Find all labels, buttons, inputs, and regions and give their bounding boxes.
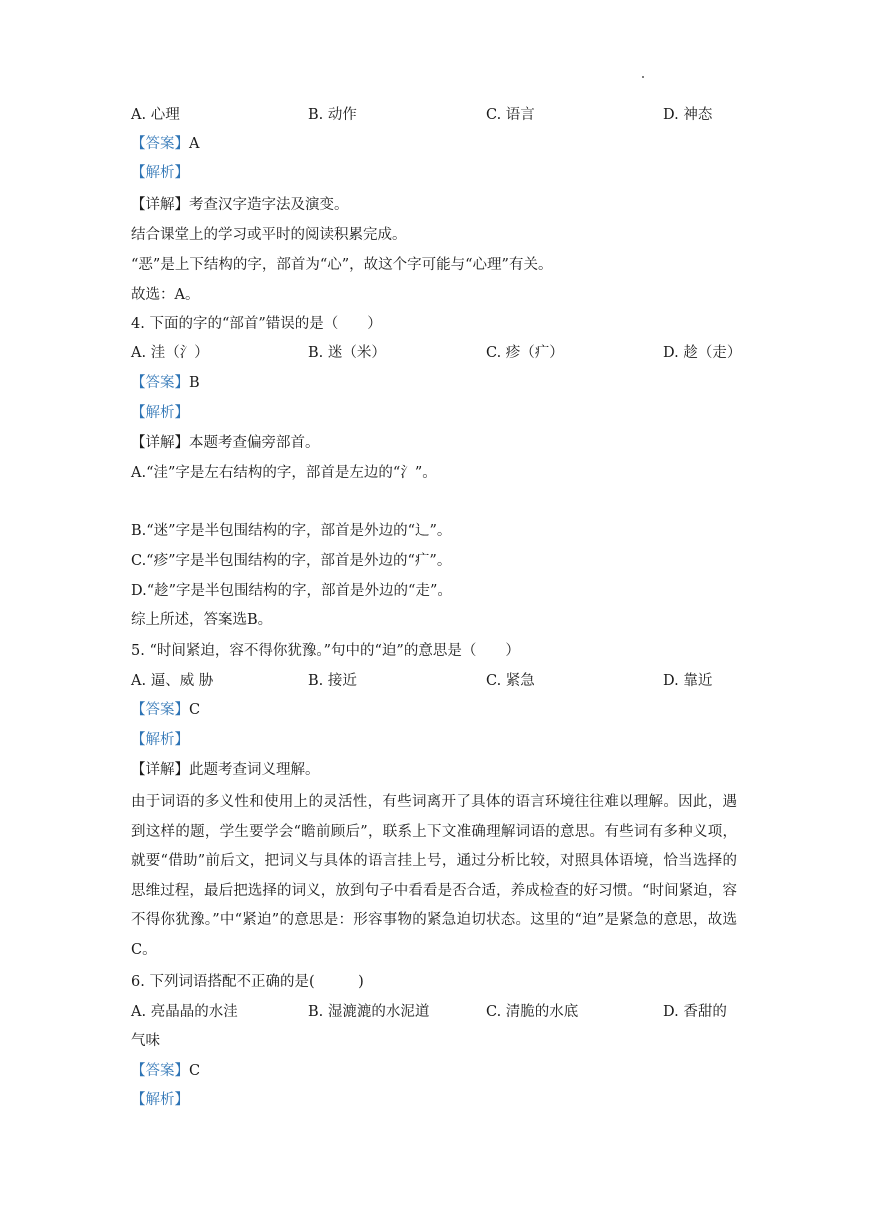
- q5-question: 5. “时间紧迫，容不得你犹豫。”句中的“迫”的意思是（ ）: [131, 643, 520, 659]
- q5-analysis-tag: 【解析】: [131, 732, 189, 748]
- detail-text: 考查汉字造字法及演变。: [189, 197, 349, 213]
- q4-line-2: B.“迷”字是半包围结构的字，部首是外边的“辶”。: [131, 523, 452, 539]
- answer-tag: 【答案】: [131, 375, 189, 391]
- q5-answer: [131, 700, 200, 720]
- answer-value: B: [189, 375, 200, 391]
- q4-line-1: A.“洼”字是左右结构的字，部首是左边的“氵”。: [131, 465, 437, 481]
- q6-question: 6. 下列词语搭配不正确的是( ): [131, 974, 364, 990]
- q5-detail: [131, 760, 320, 780]
- q4-line-3: C.“疹”字是半包围结构的字，部首是外边的“疒”。: [131, 553, 452, 569]
- q4-line-5: 综上所述，答案选B。: [131, 612, 273, 628]
- detail-tag: 【详解】: [131, 435, 189, 451]
- answer-tag: 【答案】: [131, 702, 189, 718]
- q3-line-3: 故选：A。: [131, 287, 200, 303]
- q6-option-c: C. 清脆的水底: [486, 1004, 579, 1020]
- q4-question: 4. 下面的字的“部首”错误的是（ ）: [131, 316, 382, 332]
- q3-line-2: “恶”是上下结构的字，部首为“心”，故这个字可能与“心理”有关。: [131, 257, 553, 273]
- q6-option-d-wrap: 气味: [131, 1033, 160, 1049]
- q5-explanation-paragraph: 由于词语的多义性和使用上的灵活性，有些词离开了具体的语言环境往往难以理解。因此，遇到这样的题，学生要学会“瞻前顾后”，联系上下文准确理解词语的意思。有些词有多种义项，就要“借助”前后文，把词义与具体的语言挂上号，通过分析比较，对照具体语境，恰当选择的思维过程，最后把选择的词义，放到句子中看看是否合适，养成检查的好习惯。“时间紧迫，容不得你犹豫。”中“紧迫”的意思是：形容事物的紧急迫切状态。这里的“迫”是紧急的意思，故选C。: [131, 794, 737, 958]
- q6-option-d: D. 香甜的: [663, 1004, 727, 1020]
- answer-tag: 【答案】: [131, 1063, 189, 1079]
- detail-tag: 【详解】: [131, 762, 189, 778]
- q5-option-b: B. 接近: [308, 673, 357, 689]
- q6-option-b: B. 湿漉漉的水泥道: [308, 1004, 430, 1020]
- q4-option-b: B. 迷（米）: [308, 345, 386, 361]
- q4-option-c: C. 疹（疒）: [486, 345, 564, 361]
- q3-option-d: D. 神态: [663, 107, 713, 123]
- q3-line-1: 结合课堂上的学习或平时的阅读积累完成。: [131, 227, 407, 243]
- q3-answer: [131, 134, 199, 154]
- q3-analysis-tag: 【解析】: [131, 165, 189, 181]
- q4-option-a: A. 洼（氵）: [131, 345, 209, 361]
- answer-tag: 【答案】: [131, 136, 189, 152]
- q4-analysis-tag: 【解析】: [131, 405, 189, 421]
- q3-option-b: B. 动作: [308, 107, 357, 123]
- detail-text: 此题考查词义理解。: [189, 762, 320, 778]
- q6-answer: [131, 1061, 200, 1081]
- q4-answer: [131, 373, 200, 393]
- answer-value: C: [189, 702, 201, 718]
- q4-detail: [131, 433, 320, 453]
- detail-text: 本题考查偏旁部首。: [189, 435, 320, 451]
- q3-option-c: C. 语言: [486, 107, 535, 123]
- q3-detail: [131, 195, 349, 215]
- q5-option-d: D. 靠近: [663, 673, 713, 689]
- q5-option-a: A. 逼、威 胁: [131, 673, 214, 689]
- answer-value: A: [189, 136, 200, 152]
- q4-option-d: D. 趁（走）: [663, 345, 742, 361]
- answer-value: C: [189, 1063, 201, 1079]
- q6-analysis-tag: 【解析】: [131, 1092, 189, 1108]
- q6-option-a: A. 亮晶晶的水洼: [131, 1004, 238, 1020]
- q3-option-a: A. 心理: [131, 107, 180, 123]
- q4-line-4: D.“趁”字是半包围结构的字，部首是外边的“走”。: [131, 583, 452, 599]
- q5-option-c: C. 紧急: [486, 673, 535, 689]
- stray-dot: [642, 76, 644, 78]
- detail-tag: 【详解】: [131, 197, 189, 213]
